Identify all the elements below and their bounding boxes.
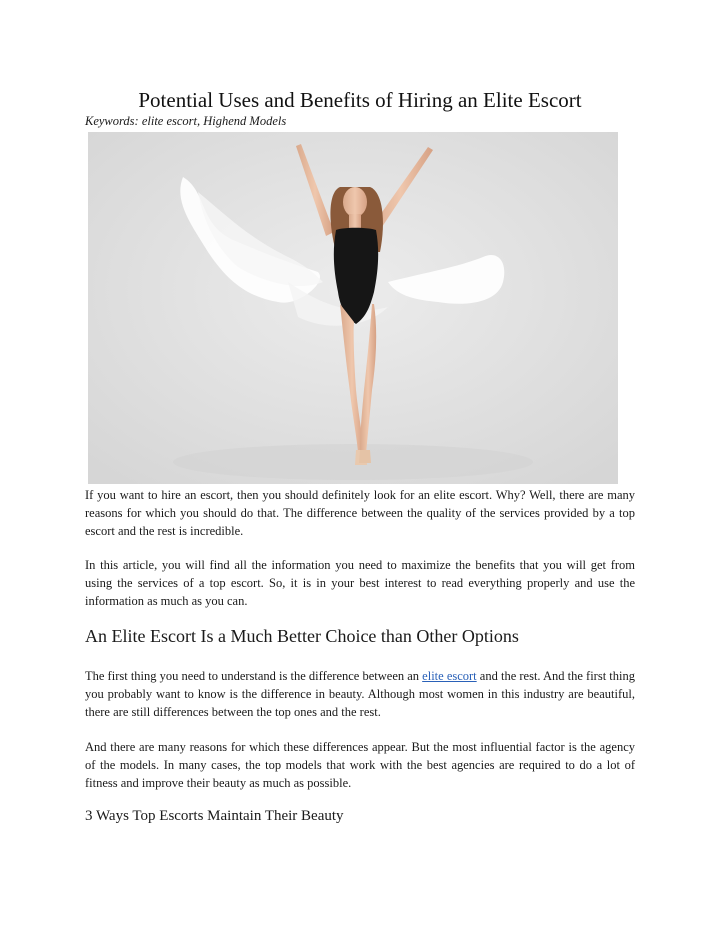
paragraph-difference-text-end: and the rest. And the first thing you probably want to know is the difference in beauty. Although most women in this industry are beautiful, there are still differences between the top ones and the rest. [85, 669, 635, 719]
document-title: Potential Uses and Benefits of Hiring an Elite Escort [138, 88, 582, 112]
section-heading-beauty: 3 Ways Top Escorts Maintain Their Beauty [85, 808, 344, 824]
paragraph-difference [85, 667, 635, 721]
paragraph-intro: If you want to hire an escort, then you should definitely look for an elite escort. Why? Well, there are many reasons for which you should do that. The difference between the quality of the services provided by a top escort and the rest is incredible. [85, 488, 635, 538]
paragraph-difference-text-start: The first thing you need to understand is the difference between an [85, 669, 423, 683]
dancer-illustration [88, 132, 618, 484]
keywords-line: Keywords: elite escort, Highend Models [85, 114, 287, 128]
elite-escort-link[interactable]: elite escort [422, 669, 477, 683]
section-heading-better-choice: An Elite Escort Is a Much Better Choice than Other Options [85, 626, 519, 646]
paragraph-reasons: And there are many reasons for which these differences appear. But the most influential factor is the agency of the models. In many cases, the top models that work with the best agencies are required to do a lot of fitness and improve their beauty as much as possible. [85, 740, 635, 790]
paragraph-article-purpose: In this article, you will find all the information you need to maximize the benefits that you will get from using the services of a top escort. So, it is in your best interest to read everything properly and use the information as much as you can. [85, 558, 635, 608]
hero-photo [88, 132, 618, 484]
